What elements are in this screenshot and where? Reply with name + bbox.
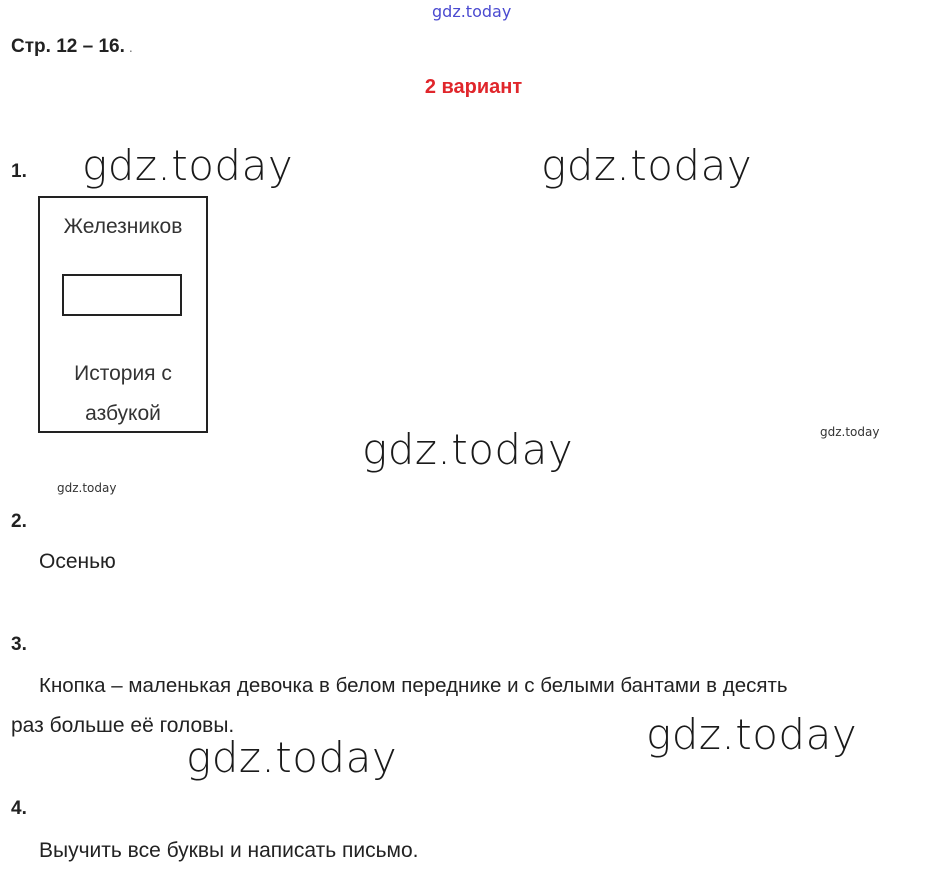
- page-reference-text: Стр. 12 – 16.: [11, 36, 125, 57]
- watermark-top: gdz.today: [432, 2, 512, 21]
- watermark-small: gdz.today: [820, 425, 880, 439]
- task-3-answer-line: раз больше её головы.: [11, 714, 235, 737]
- task-1-number: 1.: [11, 161, 27, 182]
- task-3-answer-line: Кнопка – маленькая девочка в белом переднике и с белыми бантами в десять: [39, 674, 788, 697]
- watermark-small: gdz.today: [57, 481, 117, 495]
- watermark-large: gdz.today: [186, 733, 398, 782]
- book-title-line: История с: [74, 362, 172, 385]
- task-2-answer: Осенью: [39, 550, 116, 573]
- task-4-answer: Выучить все буквы и написать письмо.: [39, 839, 419, 862]
- book-title: [40, 354, 206, 434]
- watermark-large: gdz.today: [646, 710, 858, 759]
- task-3-number: 3.: [11, 634, 27, 655]
- page-reference-dot: .: [128, 39, 133, 55]
- watermark-large: gdz.today: [362, 425, 574, 474]
- variant-heading: 2 вариант: [424, 76, 523, 98]
- watermark-large: gdz.today: [541, 141, 753, 190]
- page-reference: [11, 36, 133, 58]
- book-cover: [38, 196, 208, 433]
- task-4-number: 4.: [11, 798, 27, 819]
- book-title-line: азбукой: [85, 402, 161, 425]
- task-2-number: 2.: [11, 511, 27, 532]
- book-author: Железников: [63, 215, 183, 238]
- watermark-large: gdz.today: [82, 141, 294, 190]
- book-cover-frame: [62, 274, 182, 316]
